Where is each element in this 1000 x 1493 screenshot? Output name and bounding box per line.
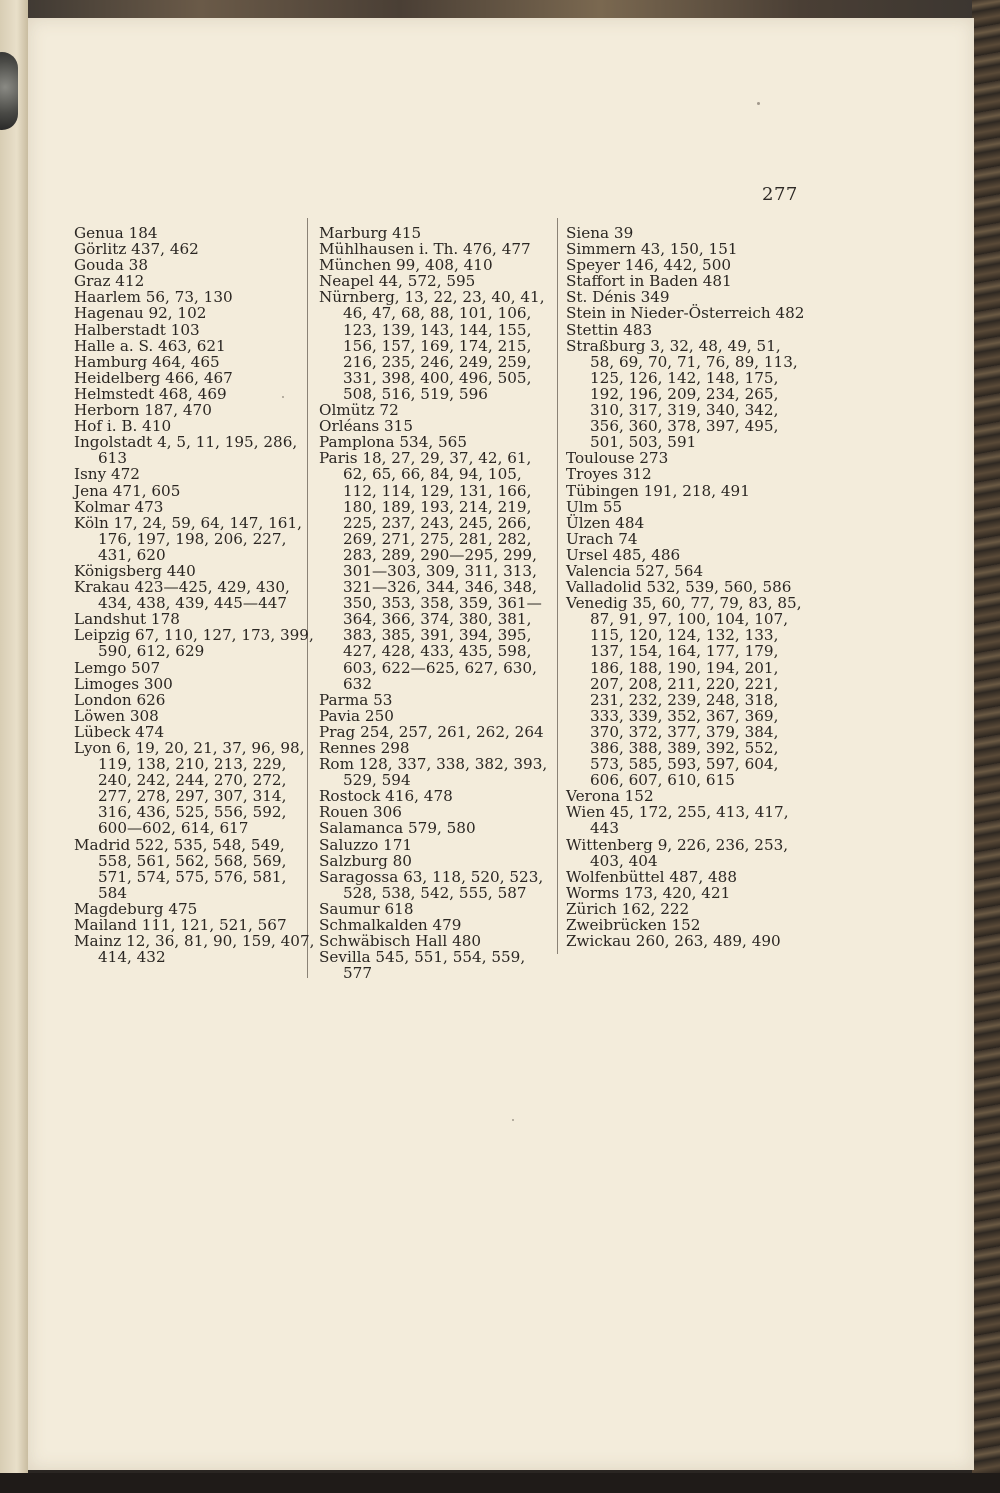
index-entry: Staffort in Baden 481	[566, 272, 732, 291]
index-entry: Saluzzo 171	[319, 835, 413, 854]
index-entry: Madrid 522, 535, 548, 549, 558, 561, 562, 568, 569, 571, 574, 575, 576, 581, 584	[74, 835, 287, 902]
index-entry: St. Dénis 349	[566, 288, 670, 307]
book-page	[28, 18, 974, 1470]
index-entry: Parma 53	[319, 690, 393, 709]
index-entry: Ulm 55	[566, 497, 623, 516]
index-entry: Jena 471, 605	[74, 481, 181, 500]
index-entry: Salzburg 80	[319, 851, 412, 870]
index-entry: London 626	[74, 690, 166, 709]
index-entry: Stettin 483	[566, 320, 653, 339]
index-entry: Lübeck 474	[74, 722, 165, 741]
column-divider	[557, 218, 558, 954]
index-entry: Nürnberg, 13, 22, 23, 40, 41, 46, 47, 68, 88, 101, 106, 123, 139, 143, 144, 155, 156, 157, 169, 174, 215, 216, 235, 246, 249, 259, 331, 398, 400, 496, 505, 508, 516, 519, 596	[319, 288, 545, 403]
marbled-cover-edge	[972, 0, 1000, 1493]
index-entry: Limoges 300	[74, 674, 173, 693]
index-column-3	[566, 225, 806, 949]
index-entry: Löwen 308	[74, 706, 159, 725]
index-entry: Mainz 12, 36, 81, 90, 159, 407, 414, 432	[74, 932, 315, 967]
index-entry: Helmstedt 468, 469	[74, 384, 227, 403]
index-entry: Saragossa 63, 118, 520, 523, 528, 538, 542, 555, 587	[319, 867, 544, 902]
index-entry: Rouen 306	[319, 803, 402, 822]
index-entry: Pavia 250	[319, 706, 394, 725]
index-entry: Prag 254, 257, 261, 262, 264	[319, 722, 544, 741]
index-entry: Simmern 43, 150, 151	[566, 240, 738, 259]
index-entry: Mühlhausen i. Th. 476, 477	[319, 240, 531, 259]
index-entry: Mailand 111, 121, 521, 567	[74, 916, 287, 935]
index-entry: Ursel 485, 486	[566, 545, 681, 564]
index-entry: Ülzen 484	[566, 513, 645, 532]
index-entry: Rom 128, 337, 338, 382, 393, 529, 594	[319, 755, 548, 790]
index-entry: Landshut 178	[74, 610, 180, 629]
index-entry: Halberstadt 103	[74, 320, 200, 339]
index-entry: München 99, 408, 410	[319, 256, 493, 275]
index-entry: Lyon 6, 19, 20, 21, 37, 96, 98, 119, 138, 210, 213, 229, 240, 242, 244, 270, 272, 277, 278, 297, 307, 314, 316, 436, 525, 556, 592, 600—602, 614, 617	[74, 739, 305, 838]
index-entry: Zwickau 260, 263, 489, 490	[566, 932, 781, 951]
index-entry: Straßburg 3, 32, 48, 49, 51, 58, 69, 70, 71, 76, 89, 113, 125, 126, 142, 148, 175, 192, 196, 209, 234, 265, 310, 317, 319, 340, 342, 356, 360, 378, 397, 495, 501, 503, 591	[566, 336, 798, 452]
index-entry: Saumur 618	[319, 899, 414, 918]
page-number: 277	[762, 184, 798, 205]
index-entry: Speyer 146, 442, 500	[566, 256, 732, 275]
index-entry: Görlitz 437, 462	[74, 240, 199, 259]
index-entry: Herborn 187, 470	[74, 401, 212, 420]
index-entry: Graz 412	[74, 272, 145, 291]
index-entry: Venedig 35, 60, 77, 79, 83, 85, 87, 91, 97, 100, 104, 107, 115, 120, 124, 132, 133, 137, 154, 164, 177, 179, 186, 188, 190, 194, 201, 207, 208, 211, 220, 221, 231, 232, 239, 248, 318, 333, 339, 352, 367, 369, 370, 372, 377, 379, 384, 386, 388, 389, 392, 552, 573, 585, 593, 597, 604, 606, 607, 610, 615	[566, 594, 802, 790]
index-entry: Olmütz 72	[319, 401, 399, 420]
book-cover-bottom-edge	[0, 1473, 1000, 1493]
index-entry: Gouda 38	[74, 256, 148, 275]
index-entry: Heidelberg 466, 467	[74, 368, 233, 387]
page-gutter-edge	[0, 0, 28, 1493]
index-entry: Haarlem 56, 73, 130	[74, 288, 233, 307]
index-entry: Rostock 416, 478	[319, 787, 453, 806]
index-entry: Zürich 162, 222	[566, 899, 690, 918]
index-entry: Zweibrücken 152	[566, 916, 701, 935]
index-entry: Wittenberg 9, 226, 236, 253, 403, 404	[566, 835, 789, 870]
index-entry: Schmalkalden 479	[319, 916, 462, 935]
index-entry: Orléans 315	[319, 417, 414, 436]
index-column-2	[319, 225, 555, 981]
index-entry: Salamanca 579, 580	[319, 819, 476, 838]
index-entry: Pamplona 534, 565	[319, 433, 468, 452]
index-entry: Ingolstadt 4, 5, 11, 195, 286, 613	[74, 433, 298, 468]
index-entry: Königsberg 440	[74, 561, 196, 580]
index-entry: Sevilla 545, 551, 554, 559, 577	[319, 948, 526, 983]
index-entry: Siena 39	[566, 224, 634, 242]
index-entry: Halle a. S. 463, 621	[74, 336, 226, 355]
index-entry: Marburg 415	[319, 224, 422, 242]
index-entry: Stein in Nieder-Österreich 482	[566, 304, 805, 323]
index-entry: Lemgo 507	[74, 658, 161, 677]
index-entry: Hamburg 464, 465	[74, 352, 220, 371]
index-entry: Magdeburg 475	[74, 899, 198, 918]
index-entry: Genua 184	[74, 224, 158, 242]
index-entry: Wolfenbüttel 487, 488	[566, 867, 737, 886]
index-entry: Neapel 44, 572, 595	[319, 272, 476, 291]
index-entry: Hagenau 92, 102	[74, 304, 207, 323]
index-entry: Rennes 298	[319, 739, 410, 757]
index-entry: Verona 152	[566, 787, 654, 806]
index-entry: Wien 45, 172, 255, 413, 417, 443	[566, 803, 789, 838]
index-entry: Toulouse 273	[566, 449, 669, 468]
index-entry: Troyes 312	[566, 465, 652, 484]
index-entry: Valencia 527, 564	[566, 561, 704, 580]
index-entry: Köln 17, 24, 59, 64, 147, 161, 176, 197, 198, 206, 227, 431, 620	[74, 513, 302, 564]
index-entry: Worms 173, 420, 421	[566, 883, 731, 902]
index-column-1	[74, 225, 316, 965]
index-entry: Schwäbisch Hall 480	[319, 932, 482, 951]
index-entry: Hof i. B. 410	[74, 417, 172, 436]
index-entry: Urach 74	[566, 529, 638, 548]
index-entry: Isny 472	[74, 465, 140, 484]
index-entry: Leipzig 67, 110, 127, 173, 399, 590, 612, 629	[74, 626, 314, 661]
index-entry: Tübingen 191, 218, 491	[566, 481, 750, 500]
index-entry: Paris 18, 27, 29, 37, 42, 61, 62, 65, 66, 84, 94, 105, 112, 114, 129, 131, 166, 180, 189, 193, 214, 219, 225, 237, 243, 245, 266, 269, 271, 275, 281, 282, 283, 289, 290—295, 299, 301—303, 309, 311, 313, 321—326, 344, 346, 348, 350, 353, 358, 359, 361—364, 366, 374, 380, 381, 383, 385, 391, 394, 395, 427, 428, 433, 435, 598, 603, 622—625, 627, 630, 632	[319, 449, 542, 693]
paper-speck	[512, 1119, 514, 1121]
index-entry: Krakau 423—425, 429, 430, 434, 438, 439, 445—447	[74, 578, 290, 613]
binding-ring	[0, 52, 18, 130]
index-entry: Valladolid 532, 539, 560, 586	[566, 578, 792, 597]
paper-speck	[757, 102, 760, 105]
index-entry: Kolmar 473	[74, 497, 164, 516]
